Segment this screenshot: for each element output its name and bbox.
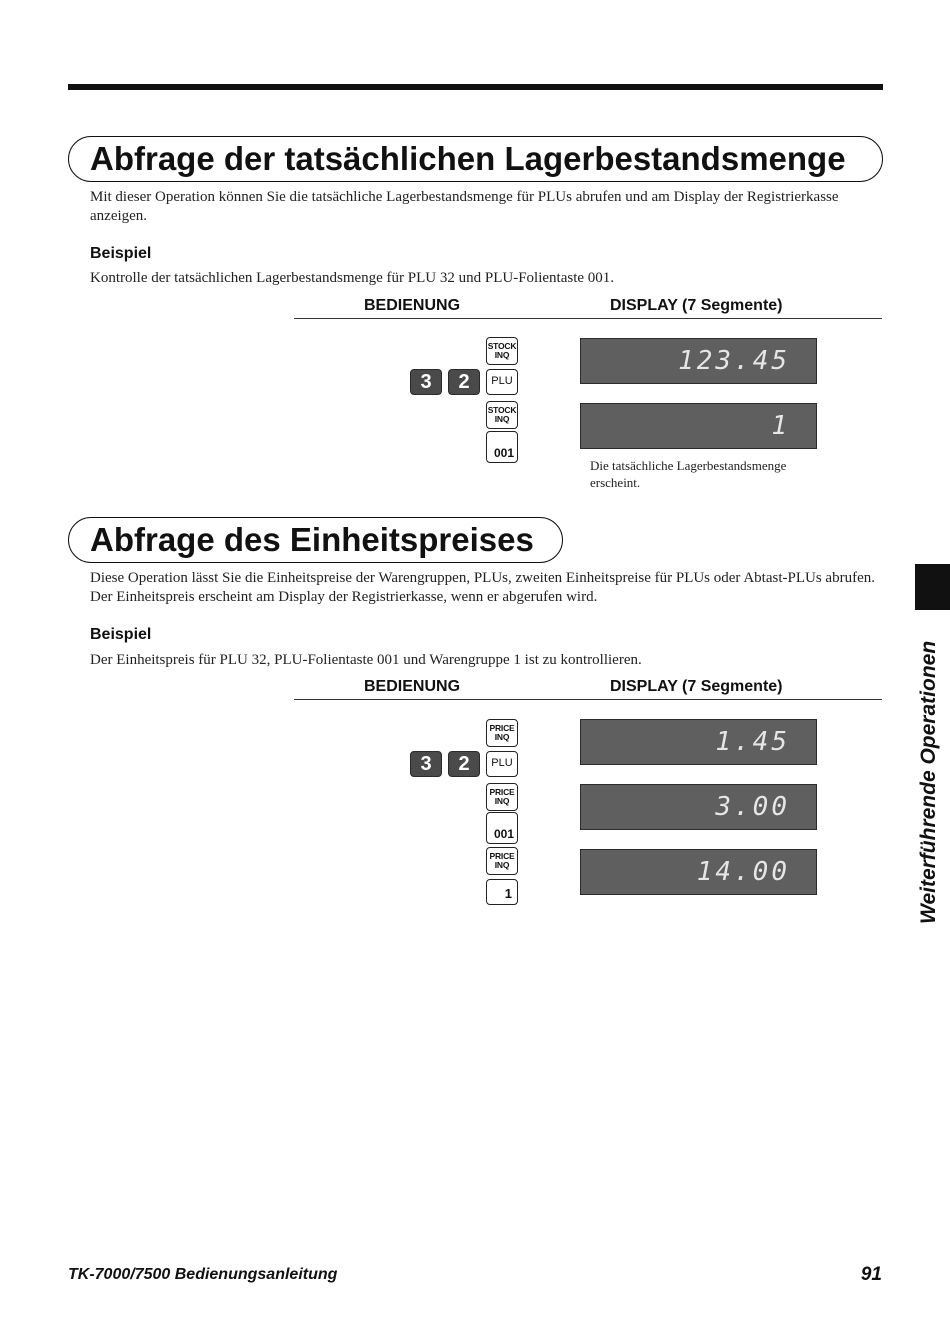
key-label-line2: INQ [494,732,510,742]
key-label-line2: INQ [494,860,510,870]
section-title-price: Abfrage des Einheitspreises [68,517,563,563]
lcd-display: 14.00 [580,849,817,895]
key-label-line1: STOCK [487,405,517,415]
section-intro-price: Diese Operation lässt Sie die Einheitspreise der Warengruppen, PLUs, zweiten Einheitspreise für PLUs oder Abtast-PLUs abrufen. Der Einheitspreis erscheint am Display der Registrierkasse, wenn er abgerufen wird. [90,570,875,605]
example-label: Beispiel [90,245,152,262]
column-header-display: DISPLAY (7 Segmente) [610,678,783,695]
department-key-1: 1 [486,879,518,905]
numeric-key-3: 3 [410,369,442,395]
price-inq-key [486,783,518,811]
key-label-line2: INQ [494,350,510,360]
chapter-side-label: Weiterführende Operationen [917,640,940,924]
chapter-tab-marker [915,564,950,610]
header-rule [294,699,882,700]
example-text: Der Einheitspreis für PLU 32, PLU-Folientaste 001 und Warengruppe 1 ist zu kontrollieren. [90,652,642,668]
key-label-line1: PRICE [489,723,515,733]
plu-key-001: 001 [486,812,518,844]
header-rule [294,318,882,319]
numeric-key-3: 3 [410,751,442,777]
display-caption: Die tatsächliche Lagerbestandsmenge erscheint. [590,458,787,490]
numeric-key-2: 2 [448,369,480,395]
numeric-key-2: 2 [448,751,480,777]
section-intro-stock: Mit dieser Operation können Sie die tatsächliche Lagerbestandsmenge für PLUs abrufen und am Display der Registrierkasse anzeigen. [90,189,839,224]
price-inq-key [486,847,518,875]
price-inq-key [486,719,518,747]
section-title-stock: Abfrage der tatsächlichen Lagerbestandsmenge [68,136,883,182]
key-label-line1: PRICE [489,787,515,797]
footer-manual-title: TK-7000/7500 Bedienungsanleitung [68,1266,338,1283]
key-label-line1: STOCK [487,341,517,351]
lcd-display: 3.00 [580,784,817,830]
key-label-line2: INQ [494,414,510,424]
lcd-display: 1 [580,403,817,449]
lcd-display: 123.45 [580,338,817,384]
stock-inq-key [486,401,518,429]
page-number: 91 [860,1264,882,1285]
column-header-operation: BEDIENUNG [364,678,461,695]
example-text: Kontrolle der tatsächlichen Lagerbestandsmenge für PLU 32 und PLU-Folientaste 001. [90,270,615,286]
top-rule [68,84,883,90]
example-label: Beispiel [90,626,152,643]
column-header-operation: BEDIENUNG [364,297,461,314]
column-header-display: DISPLAY (7 Segmente) [610,297,783,314]
key-label-line1: PRICE [489,851,515,861]
plu-key: PLU [486,369,518,395]
key-label-line2: INQ [494,796,510,806]
plu-key: PLU [486,751,518,777]
plu-key-001: 001 [486,431,518,463]
stock-inq-key [486,337,518,365]
lcd-display: 1.45 [580,719,817,765]
